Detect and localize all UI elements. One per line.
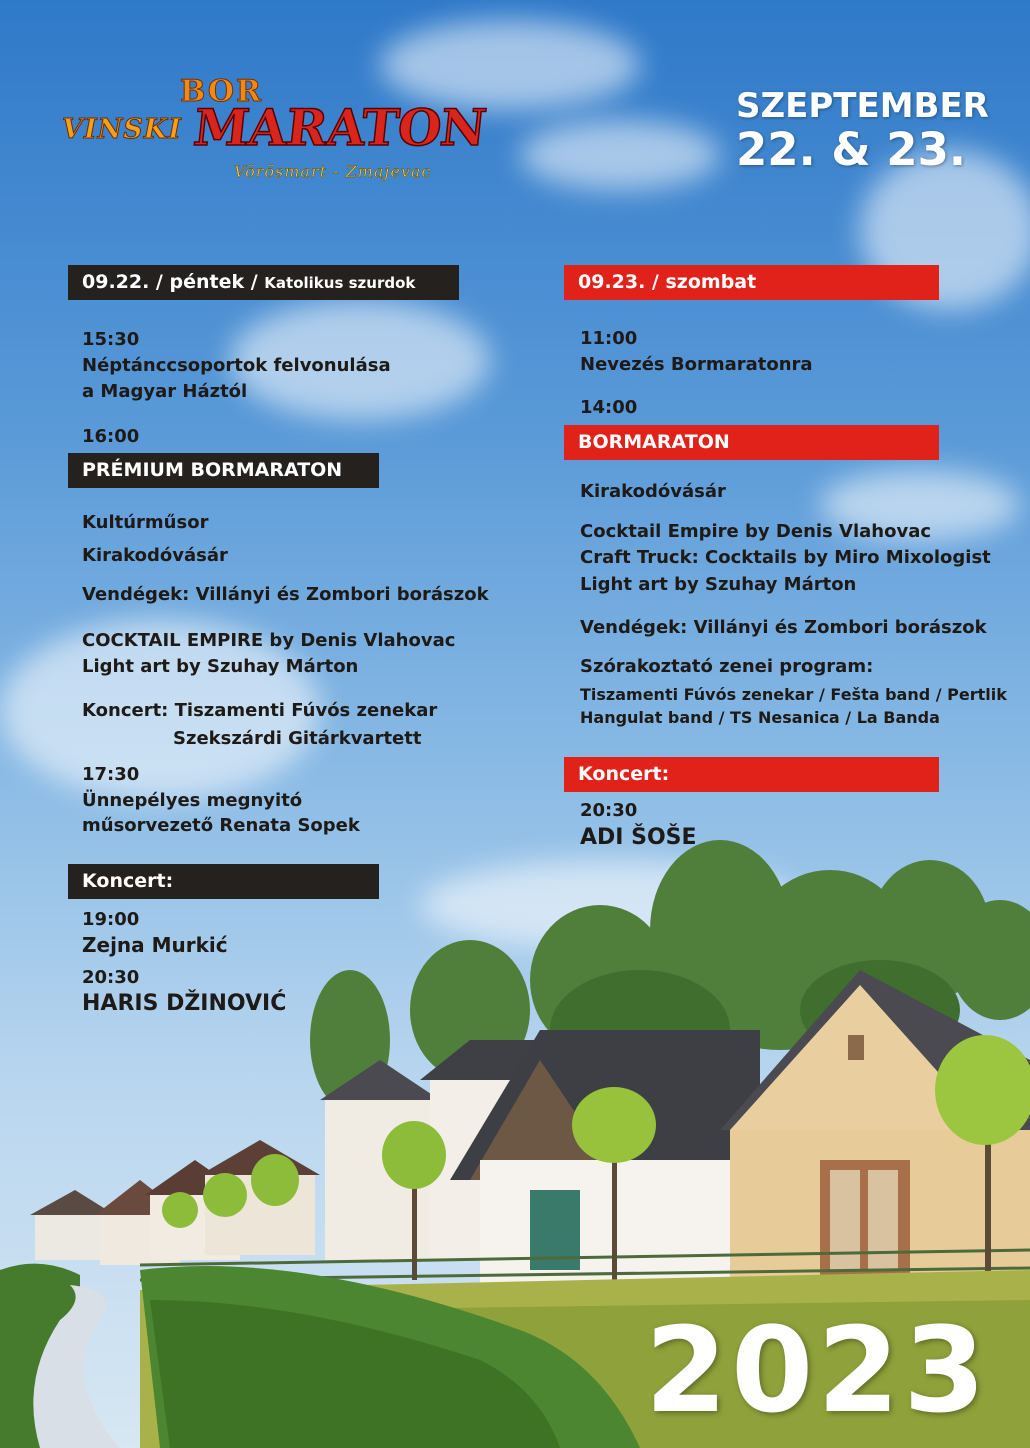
- day2-time-2030: 20:30: [580, 800, 638, 821]
- day2-header: [564, 265, 939, 300]
- day2-vendegek: Vendégek: Villányi és Zombori borászok: [580, 617, 987, 638]
- day1-koncert-line1: Koncert: Tiszamenti Fúvós zenekar: [82, 700, 438, 721]
- bor-maraton-logo: [62, 70, 489, 190]
- day2-koncert-bar: [564, 757, 939, 792]
- day2-bands-line2: Hangulat band / TS Nesanica / La Banda: [580, 708, 940, 727]
- day1-time-1730: 17:30: [82, 764, 140, 785]
- day2-time-1100: 11:00: [580, 328, 638, 349]
- day1-koncert-label: Koncert:: [82, 870, 174, 892]
- day1-artist-zejna: Zejna Murkić: [82, 933, 228, 957]
- event-year: 2023: [645, 1301, 990, 1439]
- day1-header: [68, 265, 459, 300]
- day1-unnep-line1: Ünnepélyes megnyitó: [82, 790, 303, 811]
- day1-artist-haris: HARIS DŽINOVIĆ: [82, 991, 287, 1016]
- day2-szorakoztato: Szórakoztató zenei program:: [580, 656, 874, 677]
- day2-time-1400: 14:00: [580, 397, 638, 418]
- day2-artist-adi: ADI ŠOŠE: [580, 825, 697, 850]
- logo-vinski-text: VINSKI: [62, 114, 182, 145]
- day2-lightart: Light art by Szuhay Márton: [580, 574, 857, 595]
- day1-lightart: Light art by Szuhay Márton: [82, 656, 359, 677]
- day2-bormaraton-bar: [564, 425, 939, 460]
- day1-kulturmusor: Kultúrműsor: [82, 512, 209, 533]
- day1-time-1530: 15:30: [82, 329, 140, 350]
- day2-bormaraton-label: BORMARATON: [578, 431, 730, 453]
- day1-koncert-line2: Szekszárdi Gitárkvartett: [173, 728, 422, 749]
- logo-place-text: Vörösmart - Zmajevac: [234, 162, 432, 181]
- day2-header-date: 09.23. / szombat: [578, 271, 757, 293]
- day1-vendegek: Vendégek: Villányi és Zombori borászok: [82, 584, 489, 605]
- day1-unnep-line2: műsorvezető Renata Sopek: [82, 815, 360, 836]
- logo-maraton-text: MARATON: [190, 98, 489, 157]
- logo-bor-text: BOR: [180, 74, 263, 109]
- day1-cocktail: COCKTAIL EMPIRE by Denis Vlahovac: [82, 630, 456, 651]
- day2-kirakodovasar: Kirakodóvásár: [580, 481, 726, 502]
- day2-craft-truck: Craft Truck: Cocktails by Miro Mixologist: [580, 547, 991, 568]
- premium-bormaraton-label: PRÉMIUM BORMARATON: [82, 459, 343, 481]
- day1-time-1600: 16:00: [82, 426, 140, 447]
- day1-header-date: 09.22. / péntek /: [82, 271, 258, 293]
- premium-bormaraton-bar: [68, 453, 379, 488]
- day1-time-1900: 19:00: [82, 909, 140, 930]
- day2-koncert-label: Koncert:: [578, 763, 670, 785]
- date-month: SZEPTEMBER: [736, 86, 989, 126]
- day1-time-2030: 20:30: [82, 967, 140, 988]
- event-date: [736, 86, 989, 174]
- day2-cocktail: Cocktail Empire by Denis Vlahovac: [580, 521, 932, 542]
- day1-koncert-bar: [68, 864, 379, 899]
- day1-kirakodovasar: Kirakodóvásár: [82, 545, 228, 566]
- day2-bands-line1: Tiszamenti Fúvós zenekar / Fešta band / Pertlik: [580, 685, 1007, 704]
- day1-event1-line2: a Magyar Háztól: [82, 381, 248, 402]
- day2-nevezes: Nevezés Bormaratonra: [580, 354, 813, 375]
- day1-event1-line1: Néptánccsoportok felvonulása: [82, 355, 391, 376]
- day1-header-place: Katolikus szurdok: [264, 274, 416, 292]
- date-days: 22. & 23.: [736, 123, 967, 176]
